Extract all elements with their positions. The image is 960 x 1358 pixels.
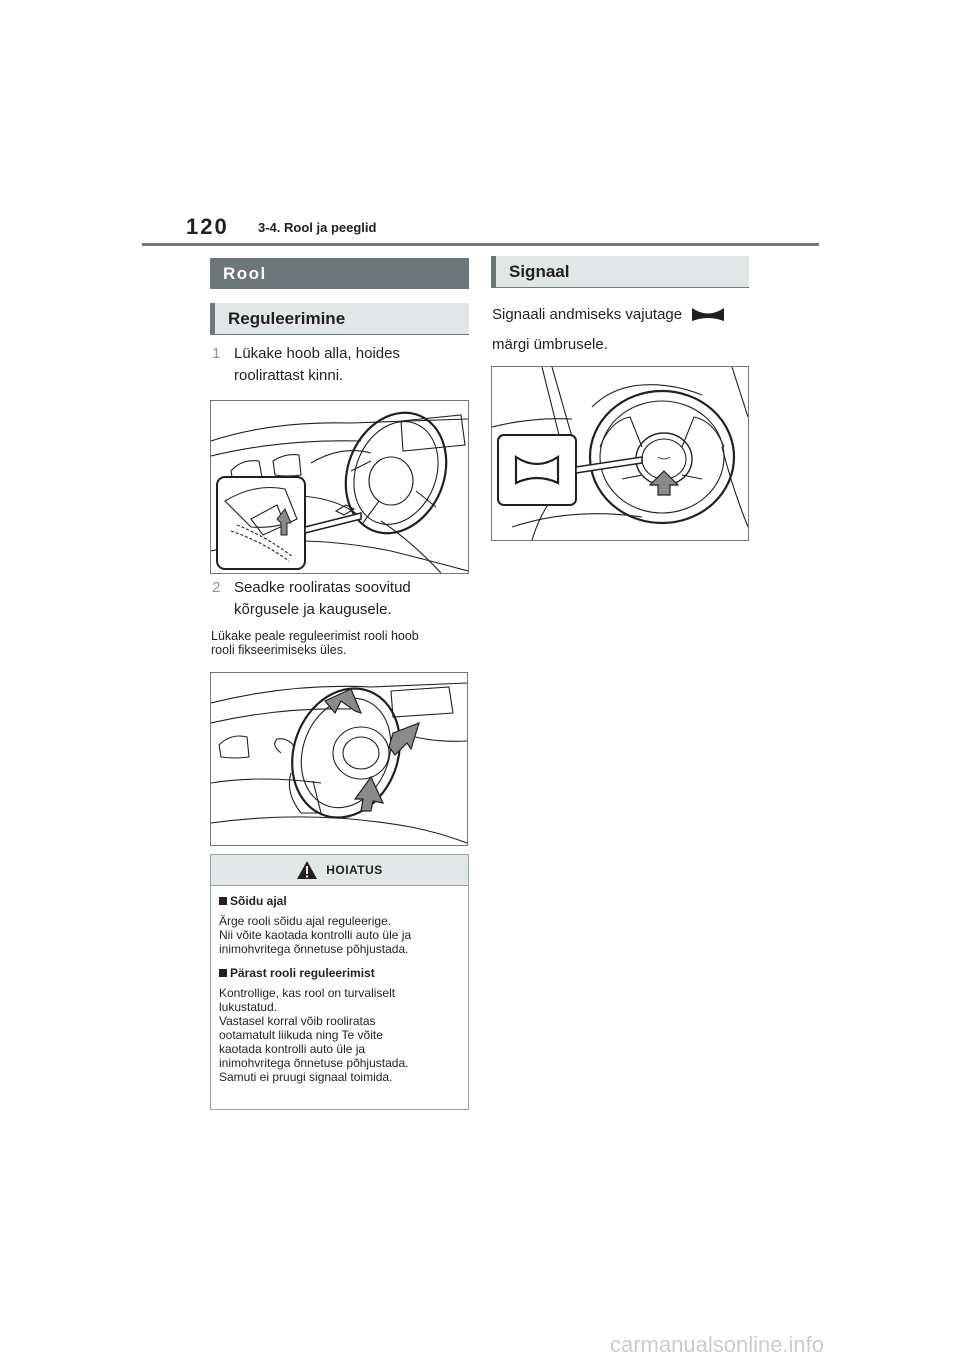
warning-item2-line: Kontrollige, kas rool on turvaliselt — [219, 986, 396, 1000]
section-reference: 3-4. Rool ja peeglid — [258, 220, 377, 235]
section-title-rool: Rool — [210, 258, 469, 289]
bullet-square-icon — [219, 969, 227, 977]
step-2-line1: Seadke rooliratas soovitud — [234, 579, 411, 596]
figure-wheel-adjust — [210, 672, 468, 846]
step-2-line2: kõrgusele ja kaugusele. — [234, 601, 392, 618]
warning-item2-heading — [219, 966, 460, 980]
step-1-line2: roolirattast kinni. — [234, 367, 344, 384]
horn-text-line1: Signaali andmiseks vajutage — [492, 306, 683, 323]
warning-title: HOIATUS — [326, 863, 383, 877]
subsection-title-reguleerimine: Reguleerimine — [210, 303, 469, 335]
warning-item1-text — [219, 914, 460, 956]
header-divider — [142, 243, 819, 246]
warning-body — [211, 886, 468, 1084]
warning-item2-line: ootamatult liikuda ning Te võite — [219, 1028, 383, 1042]
warning-box — [210, 854, 469, 1110]
warning-item1-line: Ärge rooli sõidu ajal reguleerige. — [219, 914, 392, 928]
adjustment-note — [211, 629, 471, 657]
warning-item1-line: inimohvritega õnnetuse põhjustada. — [219, 942, 409, 956]
step-1-line1: Lükake hoob alla, hoides — [234, 345, 400, 362]
horn-text-line2: märgi ümbrusele. — [492, 336, 608, 353]
warning-item2-line: Samuti ei pruugi signaal toimida. — [219, 1070, 393, 1084]
watermark: carmanualsonline.info — [610, 1332, 825, 1357]
warning-item1-heading-text: Sõidu ajal — [230, 894, 287, 908]
bullet-square-icon — [219, 897, 227, 905]
step-1-number: 1 — [212, 345, 221, 362]
figure-horn — [491, 366, 749, 541]
warning-item2-line: inimohvritega õnnetuse põhjustada. — [219, 1056, 409, 1070]
warning-triangle-icon — [296, 860, 318, 880]
warning-item2-text — [219, 986, 460, 1084]
warning-item2-line: Vastasel korral võib rooliratas — [219, 1014, 376, 1028]
page-number: 120 — [186, 214, 229, 239]
section-title-signaal: Signaal — [491, 256, 749, 288]
warning-header — [211, 855, 468, 886]
horn-instruction — [492, 300, 762, 360]
warning-item2-line: kaotada kontrolli auto üle ja — [219, 1042, 366, 1056]
warning-item2-heading-text: Pärast rooli reguleerimist — [230, 966, 375, 980]
warning-item2-line: lukustatud. — [219, 1000, 278, 1014]
warning-item1-line: Nii võite kaotada kontrolli auto üle ja — [219, 928, 412, 942]
horn-symbol-icon — [690, 305, 726, 325]
figure-lever-release — [210, 400, 469, 574]
note-line2: rooli fikseerimiseks üles. — [211, 643, 347, 657]
step-2 — [212, 577, 472, 621]
warning-item1-heading — [219, 894, 460, 908]
note-line1: Lükake peale reguleerimist rooli hoob — [211, 629, 419, 643]
step-2-number: 2 — [212, 579, 221, 596]
step-1 — [212, 343, 472, 387]
